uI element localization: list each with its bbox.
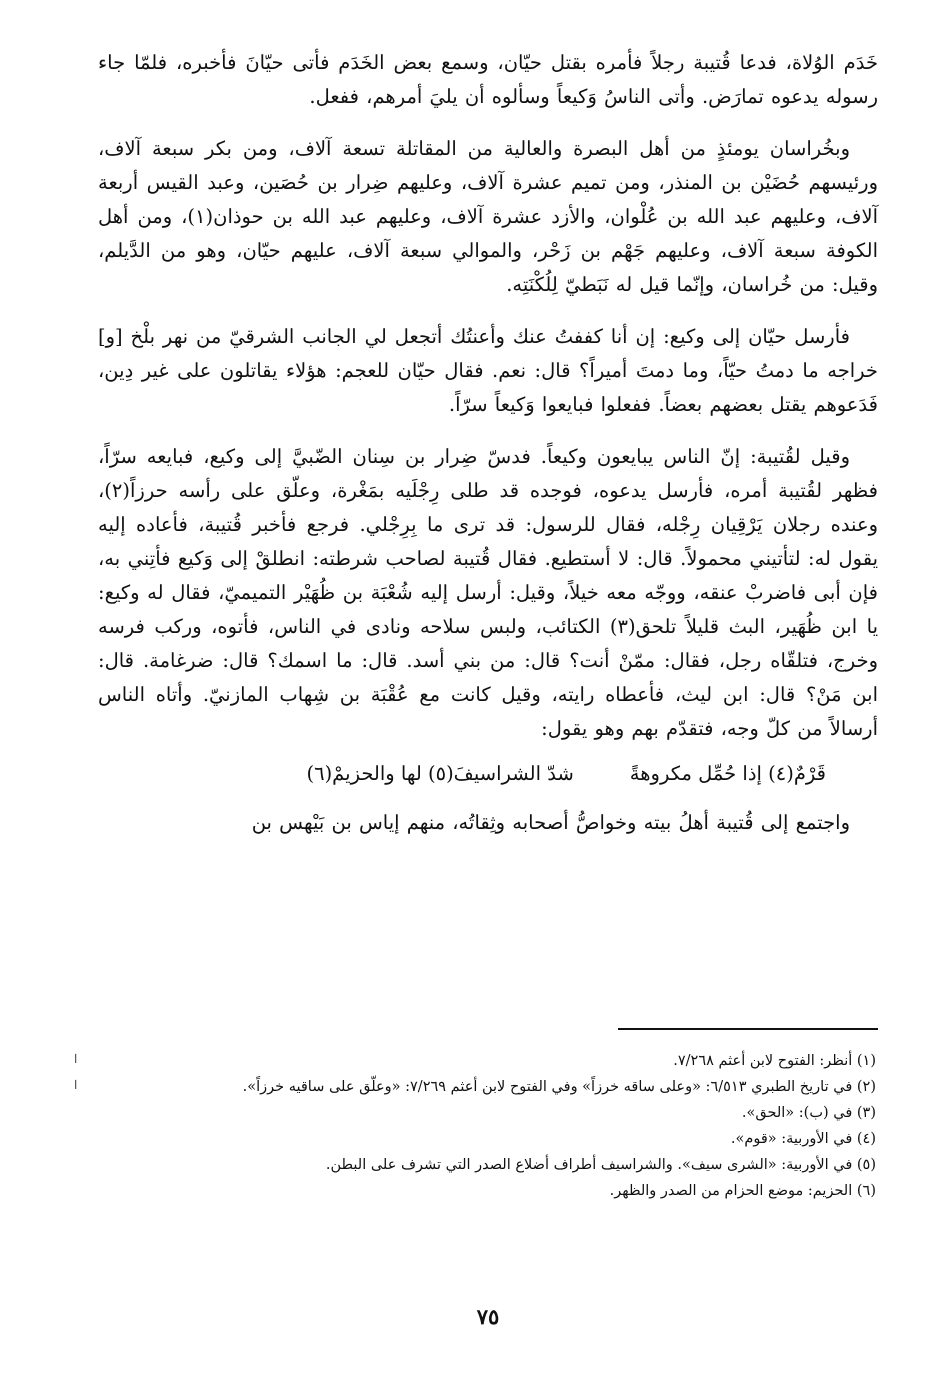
margin-mark: ا bbox=[74, 1052, 78, 1066]
footnote-5: (٥) في الأوربية: «الشرى سيف». والشراسيف أطراف أضلاع الصدر التي تشرف على البطن. bbox=[325, 1157, 876, 1173]
verse-second-hemistich: شدّ الشراسيفَ(٥) لها والحزيمْ(٦) bbox=[306, 762, 574, 785]
paragraph-2: وبخُراسان يومئذٍ من أهل البصرة والعالية من المقاتلة تسعة آلاف، ومن بكر سبعة آلاف، ورئيسهم حُضَيْن بن المنذر، ومن تميم عشرة آلاف، وعليهم ضِرار بن حُصَين، وعبد القيس أربعة آلاف، وعليهم عبد الله بن عُلْوان، والأزد عشرة آلاف، وعليهم عبد الله بن حوذان(١)، ومن أهل الكوفة سبعة آلاف، وعليهم جَهْم بن زَحْر، والموالي سبعة آلاف، عليهم حيّان، وهو من الدَّيلم، وقيل: من خُراسان، وإنّما قيل له نَبَطيّ لِلُكْنَتِه. bbox=[98, 137, 878, 296]
paragraph-3: فأرسل حيّان إلى وكيع: إن أنا كففتُ عنك وأعنتُك أتجعل لي الجانب الشرقيّ من نهر بلْخ [و] خراجه ما دمتُ حيّاً، وما دمتَ أميراً؟ قال: نعم. فقال حيّان للعجم: هؤلاء يقاتلون على غير دِين، فَدَعوهم يقتل بعضهم بعضاً. ففعلوا فبايعوا وَكيعاً سرّاً. bbox=[98, 325, 878, 416]
footnote-divider bbox=[618, 1028, 878, 1030]
paragraph-1: خَدَم الوُلاة، فدعا قُتيبة رجلاً فأمره بقتل حيّان، وسمع بعض الخَدَم فأتى حيّانَ فأخبره، فلمّا جاء رسوله يدعوه تمارَض. وأتى الناسُ وَكيعاً وسألوه أن يليَ أمرهم، ففعل. bbox=[98, 51, 878, 108]
paragraph-4: وقيل لقُتيبة: إنّ الناس يبايعون وكيعاً. فدسّ ضِرار بن سِنان الضّبيَّ إلى وكيع، فبايعه سرّاً، فظهر لقُتيبة أمره، فأرسل يدعوه، فوجده قد طلى رِجْلَيه بمَغْرة، وعلّق على رأسه حرزاً(٢)، وعنده رجلان يَرْقِيان رِجْله، فقال للرسول: قد ترى ما بِرِجْلي. فرجع فأخبر قُتيبة، فأعاده إليه يقول له: لتأتيني محمولاً. قال: لا أستطيع. فقال قُتيبة لصاحب شرطته: انطلقْ إلى وَكيع فأتِني به، فإن أبى فاضربْ عنقه، ووجّه معه خيلاً، وقيل: أرسل إليه شُعْبَة بن ظُهَيْر التميميّ، فقال له وكيع: يا ابن ظُهَير، البث قليلاً تلحق(٣) الكتائب، ولبس سلاحه ونادى في الناس، فأتوه، وركب فرسه وخرج، فتلقّاه رجل، فقال: ممّنْ أنت؟ قال: من بني أسد. قال: ما اسمك؟ قال: ضرغامة. قال: ابن مَنْ؟ قال: ابن ليث، فأعطاه رايته، وقيل كانت مع عُقْبَة بن شِهاب المازنيّ. وأتاه الناس أرسالاً من كلّ وجه، فتقدّم بهم وهو يقول: bbox=[98, 445, 878, 740]
book-page bbox=[98, 46, 878, 1336]
footnote-4: (٤) في الأوربية: «قوم». bbox=[730, 1131, 876, 1147]
footnote-6: (٦) الحزيم: موضع الحزام من الصدر والظهر. bbox=[609, 1183, 876, 1199]
closing-line: واجتمع إلى قُتيبة أهلُ بيته وخواصُّ أصحابه وثِقاتُه، منهم إياس بن بَيْهس بن bbox=[251, 811, 850, 834]
footnote-2: (٢) في تاريخ الطبري ٦/٥١٣: «وعلى ساقه خرزاً» وفي الفتوح لابن أعثم ٧/٢٦٩: «وعلّق على ساقيه خرزاً». bbox=[242, 1079, 876, 1095]
footnote-3: (٣) في (ب): «الحق». bbox=[741, 1105, 876, 1121]
footnote-1: (١) أنظر: الفتوح لابن أعثم ٧/٢٦٨. bbox=[673, 1053, 876, 1069]
poem-verse bbox=[98, 756, 878, 792]
page-number: ٧٥ bbox=[476, 1304, 500, 1329]
margin-mark: ا bbox=[74, 1078, 78, 1092]
verse-first-hemistich: قَرْمٌ(٤) إذا حُمِّل مكروهةً bbox=[629, 762, 826, 785]
footnotes bbox=[96, 1048, 876, 1204]
